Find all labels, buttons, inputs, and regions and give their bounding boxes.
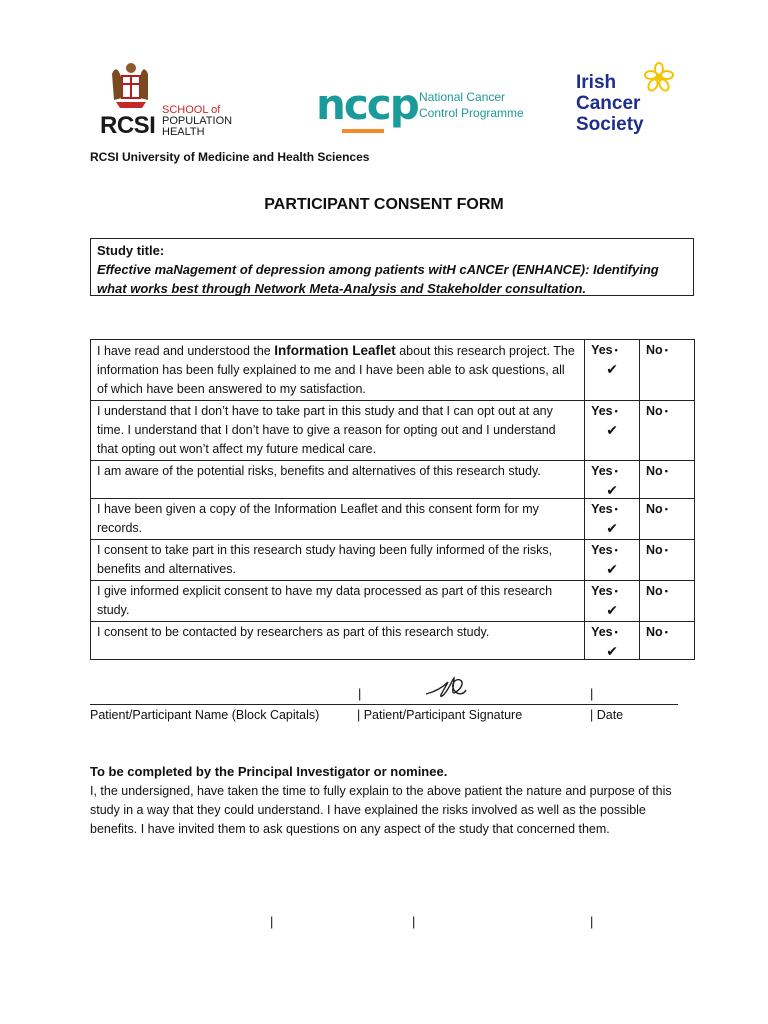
yes-option[interactable] [585,622,640,660]
consent-statement-highlight: Information Leaflet [274,343,396,358]
date-separator: | [590,686,594,701]
consent-row [91,401,695,461]
consent-statement [91,499,585,540]
yes-option[interactable] [585,499,640,540]
yes-option[interactable] [585,340,640,401]
yes-label: Yes [591,404,613,418]
consent-statement-text: I give informed explicit consent to have my data processed as part of this research study. [97,584,553,618]
nccp-name-line2: Control Programme [419,106,524,120]
consent-statement-text: I have read and understood the [97,344,275,358]
consent-statement [91,461,585,499]
yes-label: Yes [591,625,613,640]
signature-separator: | [358,686,362,701]
ics-line3: Society [576,114,644,135]
consent-statement [91,540,585,581]
checkmark-icon: ✔ [606,482,618,499]
checkmark-icon: ✔ [606,643,618,660]
rcsi-school-name [162,105,232,138]
ics-line2: Cancer [576,93,641,114]
bullet-icon: • [664,345,668,356]
checkmark-icon: ✔ [606,602,618,619]
consent-table [90,339,695,660]
no-option[interactable] [640,540,695,581]
bullet-icon: • [614,345,618,356]
rcsi-crest-icon [108,54,152,112]
no-option[interactable] [640,581,695,622]
checkmark-icon: ✔ [606,520,618,537]
no-option[interactable] [640,401,695,461]
irish-cancer-society-logo [576,62,686,140]
bullet-icon: • [664,466,668,477]
study-title-box [90,238,694,296]
consent-statement-text: I understand that I don’t have to take part in this study and that I can opt out at any time. I understand that I don’t have to give a reason for opting out and I understand that opting out won’t affect my future medical care. [97,404,556,456]
bullet-icon: • [664,406,668,417]
yes-option[interactable] [585,540,640,581]
yes-label: Yes [591,464,613,478]
consent-statement-text: I consent to take part in this research study having been fully informed of the risks, benefits and alternatives. [97,543,553,577]
signature-line [90,704,678,705]
no-label: No [646,502,663,517]
bullet-icon: • [614,466,618,477]
daffodil-icon [644,62,674,92]
no-option[interactable] [640,622,695,660]
no-option[interactable] [640,340,695,401]
rcsi-school-line1: SCHOOL of [162,104,221,116]
consent-row [91,622,695,660]
rcsi-school-line2: POPULATION [162,115,233,127]
nccp-logo [316,80,531,144]
nccp-accent-bar [342,129,384,133]
bullet-icon: • [664,504,668,515]
consent-statement [91,622,585,660]
bullet-icon: • [614,545,618,556]
ics-line1: Irish [576,72,617,93]
no-label: No [646,343,663,357]
yes-option[interactable] [585,401,640,461]
bullet-icon: • [614,627,618,638]
checkmark-icon: ✔ [606,422,618,439]
investigator-date-separator: | [590,914,594,929]
no-label: No [646,464,663,478]
rcsi-school-line3: HEALTH [162,126,205,138]
nccp-name [419,89,524,121]
no-label: No [646,404,663,418]
consent-row [91,499,695,540]
bullet-icon: • [614,586,618,597]
no-label: No [646,543,663,558]
no-label: No [646,625,663,640]
investigator-statement: I, the undersigned, have taken the time to fully explain to the above patient the nature and purpose of this study in a way that they could understand. I have explained the risks involved as well as the possible benefits. I have invited them to ask questions on any aspect of the study that concerned them. [90,784,672,836]
yes-label: Yes [591,543,613,558]
investigator-heading: To be completed by the Principal Investigator or nominee. [90,764,448,779]
participant-name-label: Patient/Participant Name (Block Capitals) [90,708,320,722]
university-name: RCSI University of Medicine and Health Sciences [90,150,370,164]
study-title-text: Effective maNagement of depression among patients witH cANCEr (ENHANCE): Identifying what works best through Network Meta-Analysis and Stakeholder consultation. [97,262,659,296]
yes-label: Yes [591,502,613,517]
ics-name [576,72,644,135]
yes-label: Yes [591,584,613,599]
rcsi-wordmark: RCSI [100,112,156,139]
bullet-icon: • [614,406,618,417]
yes-label: Yes [591,343,613,357]
consent-statement-text-end: about this research project. The information has been fully explained to me and I have been able to ask questions, all of which have been answered to my satisfaction. [97,344,575,396]
bullet-icon: • [614,504,618,515]
investigator-signature-separator: | [412,914,416,929]
study-title-label: Study title: [97,243,165,258]
consent-row [91,540,695,581]
rcsi-logo [100,54,245,144]
yes-option[interactable] [585,461,640,499]
handwritten-signature [424,674,468,702]
no-option[interactable] [640,499,695,540]
consent-statement [91,581,585,622]
bullet-icon: • [664,545,668,556]
consent-row [91,581,695,622]
consent-statement [91,340,585,401]
bullet-icon: • [664,586,668,597]
consent-statement-text: I am aware of the potential risks, benefits and alternatives of this research study. [97,464,541,478]
bullet-icon: • [664,627,668,638]
consent-statement [91,401,585,461]
checkmark-icon: ✔ [606,361,618,378]
page-title: PARTICIPANT CONSENT FORM [264,196,504,213]
nccp-wordmark: nccp [316,80,418,129]
investigator-name-separator: | [270,914,274,929]
consent-statement-text: I have been given a copy of the Information Leaflet and this consent form for my records. [97,502,539,536]
checkmark-icon: ✔ [606,561,618,578]
no-label: No [646,584,663,599]
consent-row [91,461,695,499]
date-label: | Date [590,708,624,722]
consent-row [91,340,695,401]
no-option[interactable] [640,461,695,499]
nccp-name-line1: National Cancer [419,90,506,104]
yes-option[interactable] [585,581,640,622]
consent-statement-text: I consent to be contacted by researchers as part of this research study. [97,625,490,640]
participant-signature-label: | Patient/Participant Signature [357,708,523,722]
